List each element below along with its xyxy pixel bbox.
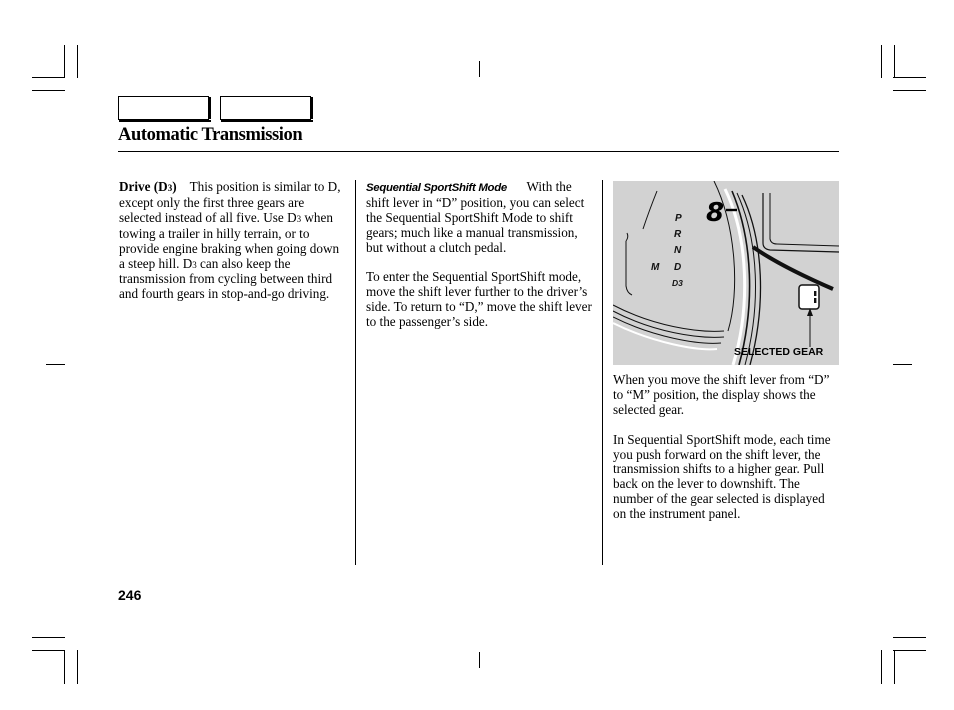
gear-n-label: N	[674, 245, 682, 256]
column-1	[119, 180, 345, 317]
sportshift-intro-paragraph: Sequential SportShift Mode With the shift lever in “D” position, you can select the Sequential SportShift Mode to shift gears; much like a manual transmission, but without a clutch pedal.	[366, 179, 585, 255]
column-divider	[355, 180, 356, 565]
sportshift-enter-paragraph: To enter the Sequential SportShift mode, move the shift lever further to the driver’s side. To return to “D,” move the shift lever to the passenger’s side.	[366, 269, 592, 330]
figure-caption: SELECTED GEAR	[734, 346, 824, 358]
crop-mark	[64, 650, 65, 684]
crop-mark	[64, 45, 65, 78]
sportshift-heading: Sequential SportShift Mode	[366, 182, 507, 194]
gear-r-label: R	[674, 229, 682, 240]
svg-text:8: 8	[706, 198, 725, 228]
title-rule	[118, 151, 839, 152]
crop-mark	[893, 650, 926, 651]
crop-mark	[32, 90, 65, 91]
gear-m-label: M	[651, 262, 660, 273]
crop-mark	[893, 637, 926, 638]
crop-mark	[479, 652, 480, 668]
crop-mark	[32, 650, 65, 651]
crop-mark	[894, 45, 895, 78]
crop-mark	[881, 650, 882, 684]
crop-mark	[893, 77, 926, 78]
gear-display-illustration	[613, 181, 839, 365]
page-title: Automatic Transmission	[118, 125, 303, 145]
gear-d-label: D	[674, 262, 682, 273]
crop-mark	[46, 364, 65, 365]
column-2	[366, 180, 593, 345]
crop-mark	[32, 637, 65, 638]
crop-mark	[479, 61, 480, 77]
crop-mark	[77, 650, 78, 684]
nav-tab-blank-1	[118, 96, 209, 120]
crop-mark	[77, 45, 78, 78]
gear-p-label: P	[675, 213, 682, 224]
crop-mark	[893, 90, 926, 91]
column-3	[613, 373, 839, 537]
gear-d3-label: D3	[672, 278, 683, 288]
crop-mark	[894, 650, 895, 684]
instrument-panel-drawing	[613, 181, 839, 365]
drive-d3-heading: Drive (D3)	[119, 179, 177, 194]
page-number: 246	[118, 587, 142, 603]
crop-mark	[893, 364, 912, 365]
nav-tab-blank-2	[220, 96, 311, 120]
crop-mark	[881, 45, 882, 78]
crop-mark	[32, 77, 65, 78]
sportshift-shifting-paragraph: In Sequential SportShift mode, each time you push forward on the shift lever, the transmission shifts to a higher gear. Pull back on the lever to downshift. The number of the gear selected is displayed on the instrument panel.	[613, 431, 831, 522]
selected-gear-paragraph: When you move the shift lever from “D” to “M” position, the display shows the selected gear.	[613, 372, 830, 417]
drive-d3-paragraph: Drive (D3) This position is similar to D, except only the first three gears are selected instead of all five. Use D3 when towing a trailer in hilly terrain, or to provide engine braking when going down a steep hill. D3 can also keep the transmission from cycling between third and fourth gears in stop-and-go driving.	[119, 179, 341, 302]
column-divider	[602, 180, 603, 565]
